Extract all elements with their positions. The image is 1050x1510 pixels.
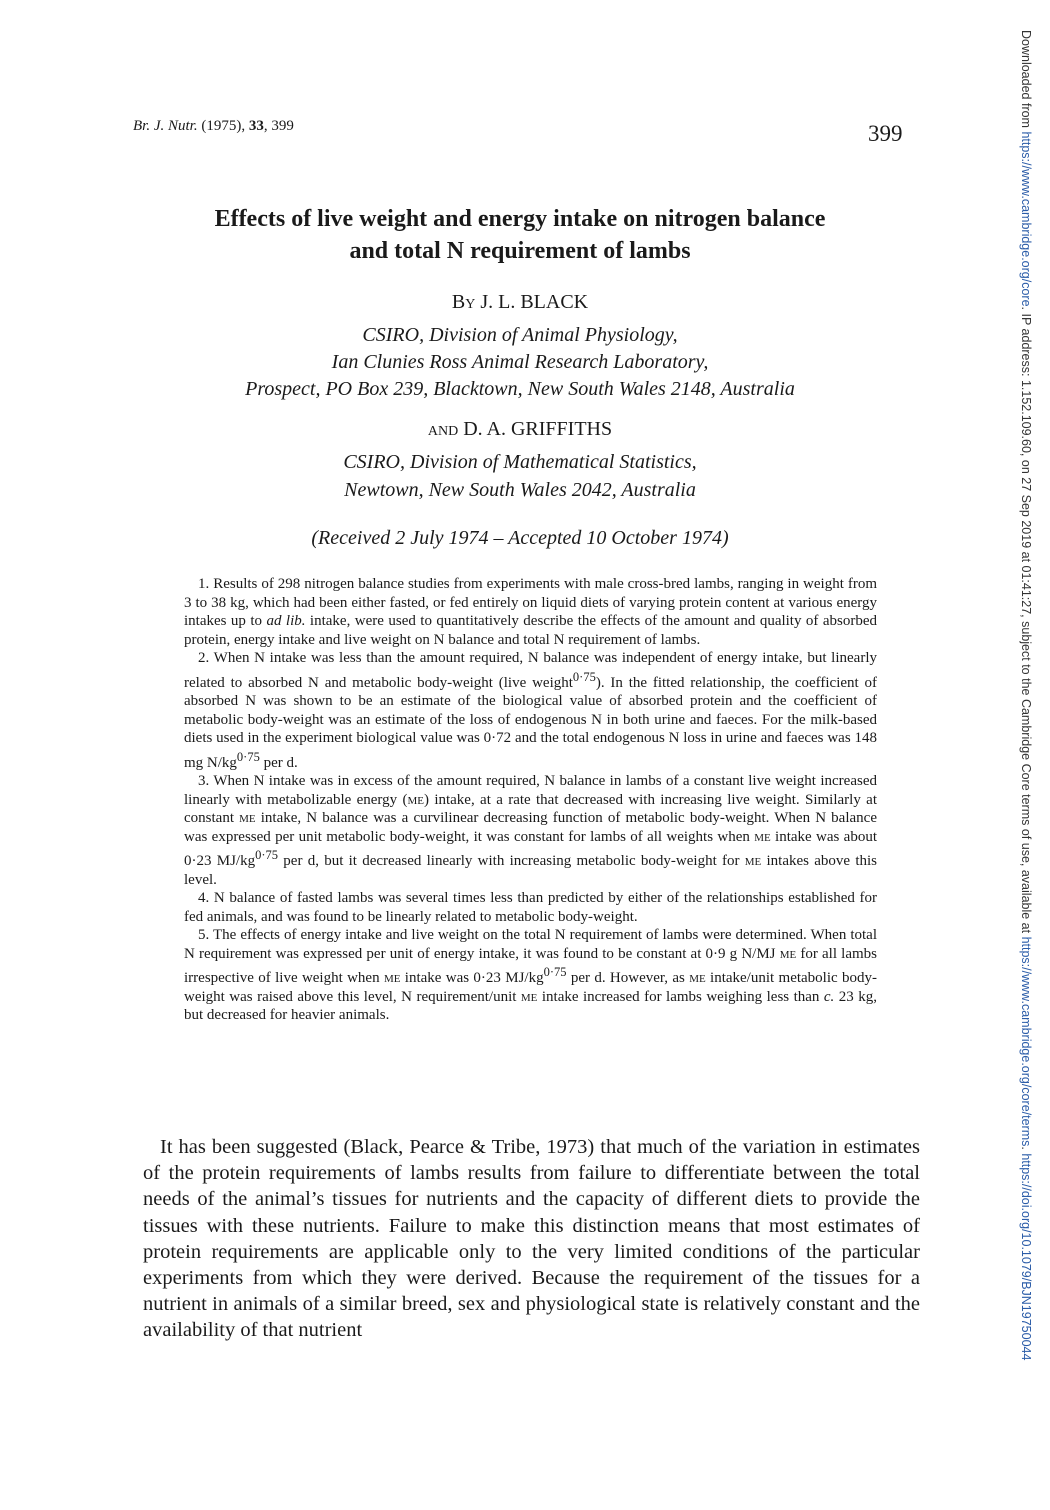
author-1-name: J. L. BLACK xyxy=(475,291,589,313)
received-dates: (Received 2 July 1974 – Accepted 10 October 1974) xyxy=(311,527,729,549)
author-1 xyxy=(120,291,920,314)
terms-link[interactable]: https://www.cambridge.org/core/terms xyxy=(1019,936,1033,1147)
abstract-para-5: 5. The effects of energy intake and live weight on the total N requirement of lambs were determined. When total N requirement was expressed per unit of energy intake, it was found to be constant at 0·9 g N/MJ me for all lambs irrespective of live weight when me intake was 0·23 $MJ/kg^{0\cdot 75}$ per d. However, as me intake/unit metabolic body-weight was raised above this level, N requirement/unit me intake increased for lambs weighing less than c. 23 kg, but decreased for heavier animals. xyxy=(184,927,877,1023)
cambridge-core-link[interactable]: https://www.cambridge.org/core xyxy=(1019,131,1033,307)
journal-citation xyxy=(133,118,294,135)
abstract-para-1: 1. Results of 298 nitrogen balance studies from experiments with male cross-bred lambs, ranging in weight from 3 to 38 kg, which had been either fasted, or fed entirely on liquid diets of varying protein content at various energy intakes up to ad lib. intake, were used to quantitatively describe the effects of the amount and quality of absorbed protein, energy intake and live weight on N balance and total N requirement of lambs. xyxy=(184,576,877,648)
affiliation-2-line-1: CSIRO, Division of Mathematical Statistics, xyxy=(343,451,697,473)
abstract-para-3: 3. When N intake was in excess of the amount required, N balance in lambs of a constant live weight increased linearly with metabolizable energy (me) intake, at a rate that decreased with increasing live weight. Similarly at constant me intake, N balance was a curvilinear decreasing function of metabolic body-weight. When N balance was expressed per unit metabolic body-weight, it was constant for lambs of all weights when me intake was about 0·23 $MJ/kg^{0\cdot 75}$ per d, but it decreased linearly with increasing metabolic body-weight for me intakes above this level. xyxy=(184,773,878,888)
download-notice: Downloaded from https://www.cambridge.org/core. IP address: 1.152.109.60, on 27 Sep 2019 at 01:41:27, subject to the Cambridge Core terms of use, available at https://www.cambridge.org/core/terms. https://doi.org/10.1079/BJN19750044 xyxy=(1019,30,1033,1361)
journal-page: , 399 xyxy=(263,118,294,134)
affiliation-2-line-2: Newtown, New South Wales 2042, Australia xyxy=(344,479,696,501)
author-1-prefix: By xyxy=(451,291,476,313)
journal-year: (1975), xyxy=(197,118,249,134)
author-2 xyxy=(120,418,920,441)
journal-volume: 33 xyxy=(248,118,264,134)
author-2-prefix: and xyxy=(427,418,459,440)
journal-abbrev: Br. J. Nutr. xyxy=(133,118,198,134)
abstract-para-2: 2. When N intake was less than the amount required, N balance was independent of energy intake, but linearly related to absorbed N and metabolic body-weight (live weight$^{0\cdot 75}$). In the fitted relationship, the coefficient of absorbed N was shown to be an estimate of the biological value of absorbed protein and the coefficient of metabolic body-weight was an estimate of the loss of endogenous N in both urine and faeces. For the milk-based diets used in the experiment biological value was 0·72 and the total endogenous N loss in urine and faeces was 148 mg $N/kg^{0\cdot 75}$ per d. xyxy=(184,650,877,771)
body-para-1: It has been suggested (Black, Pearce & Tribe, 1973) that much of the variation in estimates of the protein requirements of lambs results from failure to differentiate between the total needs of the animal’s tissues for nutrients and the capacity of different diets to provide the tissues with these nutrients. Failure to make this distinction means that most estimates of protein requirements are applicable only to the very limited conditions of the particular experiments from which they were derived. Because the requirement of the tissues for a nutrient in animals of a similar breed, sex and physiological state is relatively constant and the availability of that nutrient xyxy=(143,1136,920,1342)
ad-lib-term: ad lib. xyxy=(266,613,306,629)
page-number: 399 xyxy=(868,121,903,146)
affiliation-1-line-2: Ian Clunies Ross Animal Research Laboratory, xyxy=(331,351,709,373)
article-title xyxy=(120,203,920,267)
title-line-1: Effects of live weight and energy intake on nitrogen balance xyxy=(214,206,826,232)
affiliation-1-line-1: CSIRO, Division of Animal Physiology, xyxy=(362,324,678,346)
abstract-para-4: 4. N balance of fasted lambs was several times less than predicted by either of the relationships established for fed animals, and was found to be linearly related to metabolic body-weight. xyxy=(184,890,877,925)
author-2-name: D. A. GRIFFITHS xyxy=(458,418,613,440)
title-line-2: and total N requirement of lambs xyxy=(349,238,691,264)
affiliation-1-line-3: Prospect, PO Box 239, Blacktown, New South Wales 2148, Australia xyxy=(245,378,795,400)
body-text xyxy=(143,1134,920,1344)
abstract xyxy=(184,575,877,1025)
doi-link[interactable]: https://doi.org/10.1079/BJN19750044 xyxy=(1019,1153,1033,1361)
